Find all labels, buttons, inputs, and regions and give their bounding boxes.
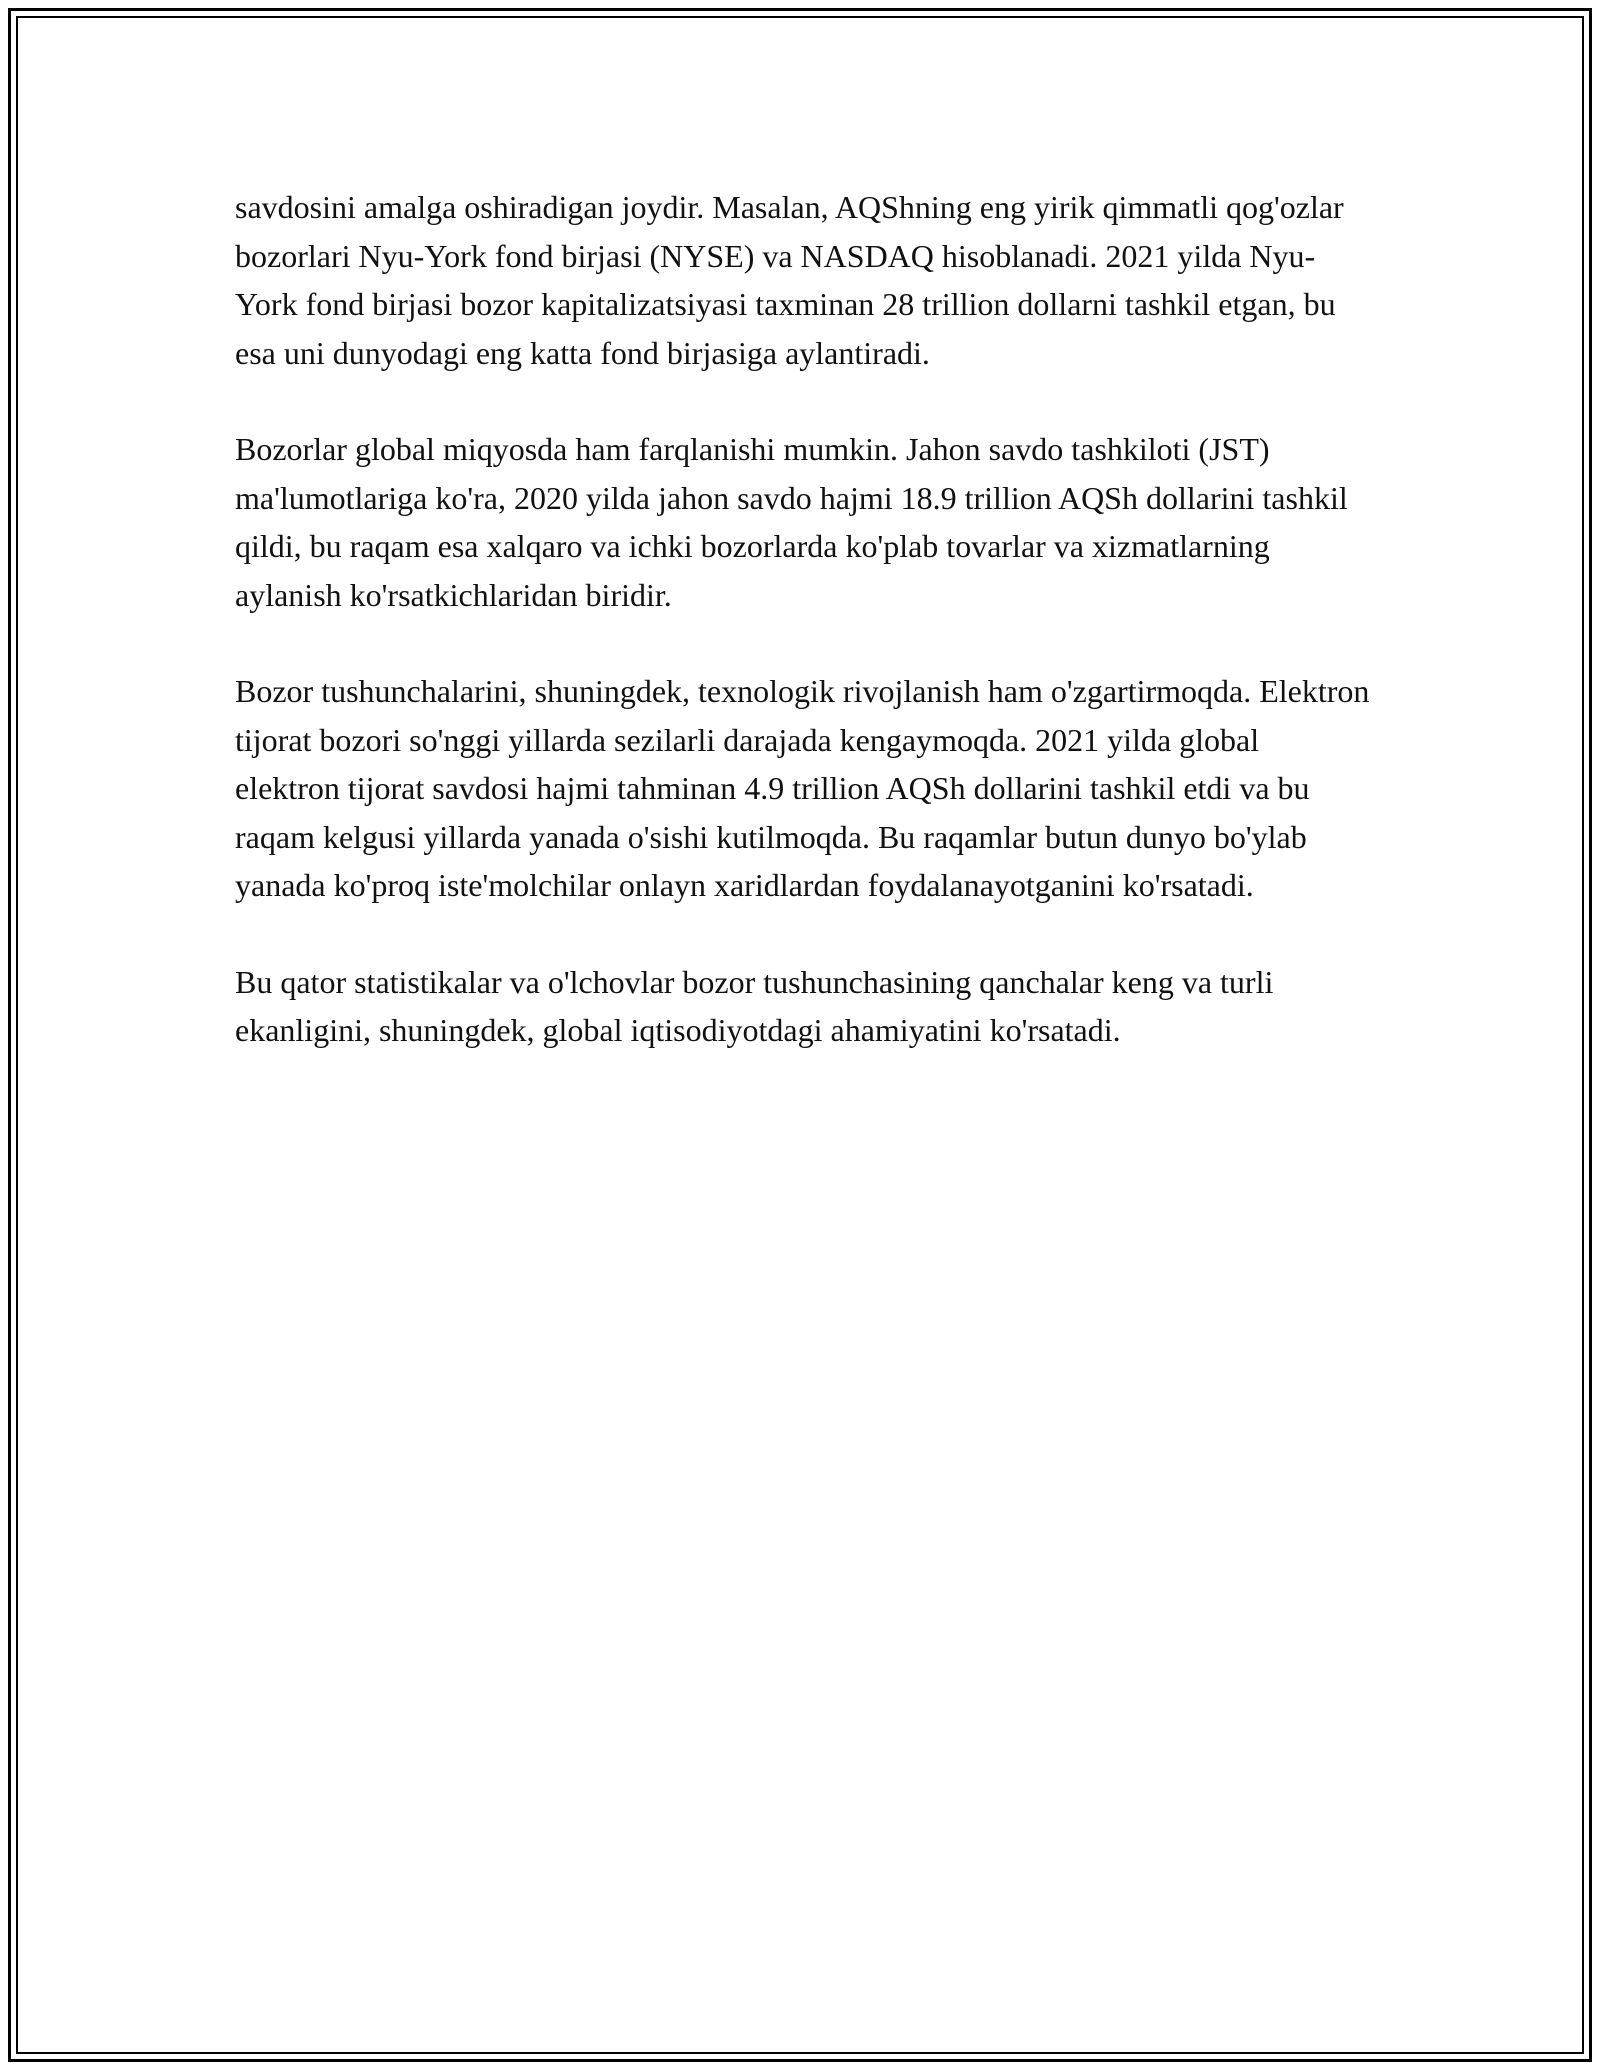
paragraph-e-commerce: Bozor tushunchalarini, shuningdek, texnologik rivojlanish ham o'zgartirmoqda. Elektron tijorat bozori so'nggi yillarda sezilarli darajada kengaymoqda. 2021 yilda global elektron tijorat savdosi hajmi tahminan 4.9 trillion AQSh dollarini tashkil etdi va bu raqam kelgusi yillarda yanada o'sishi kutilmoqda. Bu raqamlar butun dunyo bo'ylab yanada ko'proq iste'molchilar onlayn xaridlardan foydalanayotganini ko'rsatadi.	[235, 673, 1370, 903]
paragraph-global-trade: Bozorlar global miqyosda ham farqlanishi mumkin. Jahon savdo tashkiloti (JST) ma'lumotlariga ko'ra, 2020 yilda jahon savdo hajmi 18.9 trillion AQSh dollarini tashkil qildi, bu raqam esa xalqaro va ichki bozorlarda ko'plab tovarlar va xizmatlarning aylanish ko'rsatkichlaridan biridir.	[235, 431, 1348, 613]
paragraph-stock-exchanges: savdosini amalga oshiradigan joydir. Masalan, AQShning eng yirik qimmatli qog'ozlar bozorlari Nyu-York fond birjasi (NYSE) va NASDAQ hisoblanadi. 2021 yilda Nyu-York fond birjasi bozor kapitalizatsiyasi taxminan 28 trillion dollarni tashkil etgan, bu esa uni dunyodagi eng katta fond birjasiga aylantiradi.	[235, 189, 1344, 371]
document-body	[235, 183, 1370, 1055]
paragraph-conclusion: Bu qator statistikalar va o'lchovlar bozor tushunchasining qanchalar keng va turli ekanligini, shuningdek, global iqtisodiyotdagi ahamiyatini ko'rsatadi.	[235, 963, 1274, 1048]
